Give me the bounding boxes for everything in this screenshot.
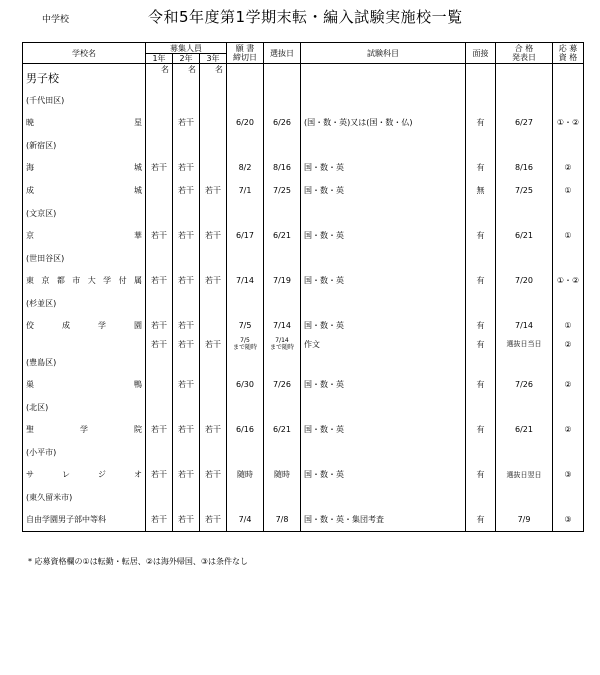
result-date: 7/20 <box>496 269 553 292</box>
interview-flag: 有 <box>466 156 496 179</box>
year3-quota: 若干 <box>200 337 227 351</box>
result-date: 選抜日翌日 <box>496 463 553 486</box>
year1-quota: 若干 <box>146 418 173 441</box>
selection-date: 7/14 <box>264 314 301 337</box>
interview-flag: 有 <box>466 269 496 292</box>
ward-label: (豊島区) <box>23 351 146 373</box>
exam-subjects: 国・数・英 <box>301 463 466 486</box>
ward-label: (小平市) <box>23 441 146 463</box>
application-deadline: 6/30 <box>227 373 264 396</box>
year1-quota: 若干 <box>146 314 173 337</box>
school-name: 成城 <box>23 179 146 202</box>
exam-subjects: (国・数・英)又は(国・数・仏) <box>301 111 466 134</box>
result-date: 6/21 <box>496 224 553 247</box>
school-name: 東京都市大学付属 <box>23 269 146 292</box>
unit-row <box>23 64 584 76</box>
qualification: ② <box>553 156 584 179</box>
year1-quota <box>146 179 173 202</box>
qualification: ①・② <box>553 111 584 134</box>
unit-mark: 名 <box>200 64 227 76</box>
year2-quota: 若干 <box>173 337 200 351</box>
interview-flag: 有 <box>466 224 496 247</box>
result-date: 7/9 <box>496 508 553 531</box>
school-row <box>23 508 584 531</box>
application-deadline: 7/5 <box>227 314 264 337</box>
ward-row <box>23 89 584 111</box>
exam-subjects: 国・数・英 <box>301 224 466 247</box>
application-deadline: 8/2 <box>227 156 264 179</box>
year1-quota: 若干 <box>146 156 173 179</box>
interview-flag: 有 <box>466 463 496 486</box>
school-name: 巣鴨 <box>23 373 146 396</box>
exam-subjects: 国・数・英 <box>301 269 466 292</box>
school-row <box>23 156 584 179</box>
interview-flag: 有 <box>466 337 496 351</box>
application-deadline: 6/16 <box>227 418 264 441</box>
year1-quota: 若干 <box>146 224 173 247</box>
col-header-year3: 3年 <box>200 54 227 64</box>
ward-label: (千代田区) <box>23 89 146 111</box>
school-name: サレジオ <box>23 463 146 486</box>
school-name: 自由学園男子部中等科 <box>23 508 146 531</box>
school-row <box>23 111 584 134</box>
application-deadline: 7/5 まで随時 <box>227 337 264 351</box>
year1-quota: 若干 <box>146 463 173 486</box>
year2-quota: 若干 <box>173 224 200 247</box>
result-date: 選抜日当日 <box>496 337 553 351</box>
year2-quota: 若干 <box>173 111 200 134</box>
interview-flag: 無 <box>466 179 496 202</box>
application-deadline: 6/17 <box>227 224 264 247</box>
school-row <box>23 179 584 202</box>
year2-quota: 若干 <box>173 418 200 441</box>
year2-quota: 若干 <box>173 156 200 179</box>
year1-quota: 若干 <box>146 269 173 292</box>
exam-subjects: 国・数・英 <box>301 156 466 179</box>
application-deadline: 7/1 <box>227 179 264 202</box>
selection-date: 7/25 <box>264 179 301 202</box>
result-date: 6/21 <box>496 418 553 441</box>
qualification: ③ <box>553 463 584 486</box>
interview-flag: 有 <box>466 508 496 531</box>
ward-label: (文京区) <box>23 202 146 224</box>
page-title: 令和5年度第1学期末転・編入試験実施校一覧 <box>148 8 463 26</box>
selection-date: 7/26 <box>264 373 301 396</box>
ward-label: (世田谷区) <box>23 247 146 269</box>
footnote: * 応募資格欄の①は転勤・転居、②は海外帰国、③は条件なし <box>28 557 249 566</box>
ward-row <box>23 292 584 314</box>
ward-row <box>23 396 584 418</box>
qualification: ② <box>553 373 584 396</box>
selection-date: 6/21 <box>264 224 301 247</box>
interview-flag: 有 <box>466 111 496 134</box>
school-row <box>23 373 584 396</box>
year2-quota: 若干 <box>173 373 200 396</box>
year3-quota: 若干 <box>200 179 227 202</box>
ward-label: (新宿区) <box>23 134 146 156</box>
school-row <box>23 269 584 292</box>
year2-quota: 若干 <box>173 508 200 531</box>
exam-subjects: 国・数・英 <box>301 418 466 441</box>
col-header-select-date: 選抜日 <box>264 43 301 64</box>
category-label: 男子校 <box>23 64 146 90</box>
selection-date: 7/19 <box>264 269 301 292</box>
school-row <box>23 314 584 337</box>
qualification: ② <box>553 337 584 351</box>
year1-quota: 若干 <box>146 337 173 351</box>
application-deadline: 6/20 <box>227 111 264 134</box>
year3-quota: 若干 <box>200 508 227 531</box>
school-name: 京華 <box>23 224 146 247</box>
ward-row <box>23 486 584 508</box>
ward-row <box>23 441 584 463</box>
qualification: ① <box>553 224 584 247</box>
qualification: ③ <box>553 508 584 531</box>
school-name <box>23 337 146 351</box>
ward-label: (東久留米市) <box>23 486 146 508</box>
selection-date: 6/26 <box>264 111 301 134</box>
year1-quota <box>146 373 173 396</box>
unit-mark: 名 <box>173 64 200 76</box>
qualification: ①・② <box>553 269 584 292</box>
year3-quota: 若干 <box>200 418 227 441</box>
application-deadline: 随時 <box>227 463 264 486</box>
year1-quota: 若干 <box>146 508 173 531</box>
school-name: 聖学院 <box>23 418 146 441</box>
col-header-year1: 1年 <box>146 54 173 64</box>
result-date: 7/14 <box>496 314 553 337</box>
result-date: 7/25 <box>496 179 553 202</box>
col-header-interview: 面接 <box>466 43 496 64</box>
year3-quota <box>200 156 227 179</box>
qualification: ① <box>553 314 584 337</box>
ward-row <box>23 202 584 224</box>
ward-row <box>23 247 584 269</box>
year3-quota: 若干 <box>200 463 227 486</box>
year3-quota: 若干 <box>200 269 227 292</box>
school-row <box>23 224 584 247</box>
school-row <box>23 418 584 441</box>
year2-quota: 若干 <box>173 179 200 202</box>
year2-quota: 若干 <box>173 269 200 292</box>
school-row <box>23 463 584 486</box>
col-header-school: 学校名 <box>23 43 146 64</box>
school-name: 海城 <box>23 156 146 179</box>
selection-date: 7/8 <box>264 508 301 531</box>
selection-date: 7/14 まで随時 <box>264 337 301 351</box>
qualification: ② <box>553 418 584 441</box>
selection-date: 6/21 <box>264 418 301 441</box>
selection-date: 随時 <box>264 463 301 486</box>
exam-subjects: 国・数・英 <box>301 314 466 337</box>
year3-quota <box>200 111 227 134</box>
exam-subjects: 国・数・英 <box>301 179 466 202</box>
year1-quota <box>146 111 173 134</box>
school-name: 佼成学園 <box>23 314 146 337</box>
ward-row <box>23 134 584 156</box>
col-header-qualification: 応 募 資 格 <box>553 43 584 64</box>
year3-quota <box>200 314 227 337</box>
col-header-result-date: 合 格 発表日 <box>496 43 553 64</box>
ward-label: (杉並区) <box>23 292 146 314</box>
ward-row <box>23 351 584 373</box>
interview-flag: 有 <box>466 373 496 396</box>
col-header-deadline: 願 書 締切日 <box>227 43 264 64</box>
col-header-recruit: 募集人員 <box>146 43 227 54</box>
selection-date: 8/16 <box>264 156 301 179</box>
result-date: 6/27 <box>496 111 553 134</box>
year3-quota: 若干 <box>200 224 227 247</box>
col-header-subjects: 試験科目 <box>301 43 466 64</box>
transfer-exam-table <box>22 42 584 532</box>
application-deadline: 7/4 <box>227 508 264 531</box>
interview-flag: 有 <box>466 418 496 441</box>
exam-subjects: 国・数・英 <box>301 373 466 396</box>
year2-quota: 若干 <box>173 463 200 486</box>
result-date: 8/16 <box>496 156 553 179</box>
exam-subjects: 国・数・英・集団考査 <box>301 508 466 531</box>
unit-mark: 名 <box>146 64 173 76</box>
year3-quota <box>200 373 227 396</box>
col-header-year2: 2年 <box>173 54 200 64</box>
qualification: ① <box>553 179 584 202</box>
year2-quota: 若干 <box>173 314 200 337</box>
ward-label: (北区) <box>23 396 146 418</box>
school-row <box>23 337 584 351</box>
page-section-label: 中学校 <box>42 15 70 25</box>
school-name: 暁星 <box>23 111 146 134</box>
application-deadline: 7/14 <box>227 269 264 292</box>
exam-subjects: 作文 <box>301 337 466 351</box>
interview-flag: 有 <box>466 314 496 337</box>
result-date: 7/26 <box>496 373 553 396</box>
